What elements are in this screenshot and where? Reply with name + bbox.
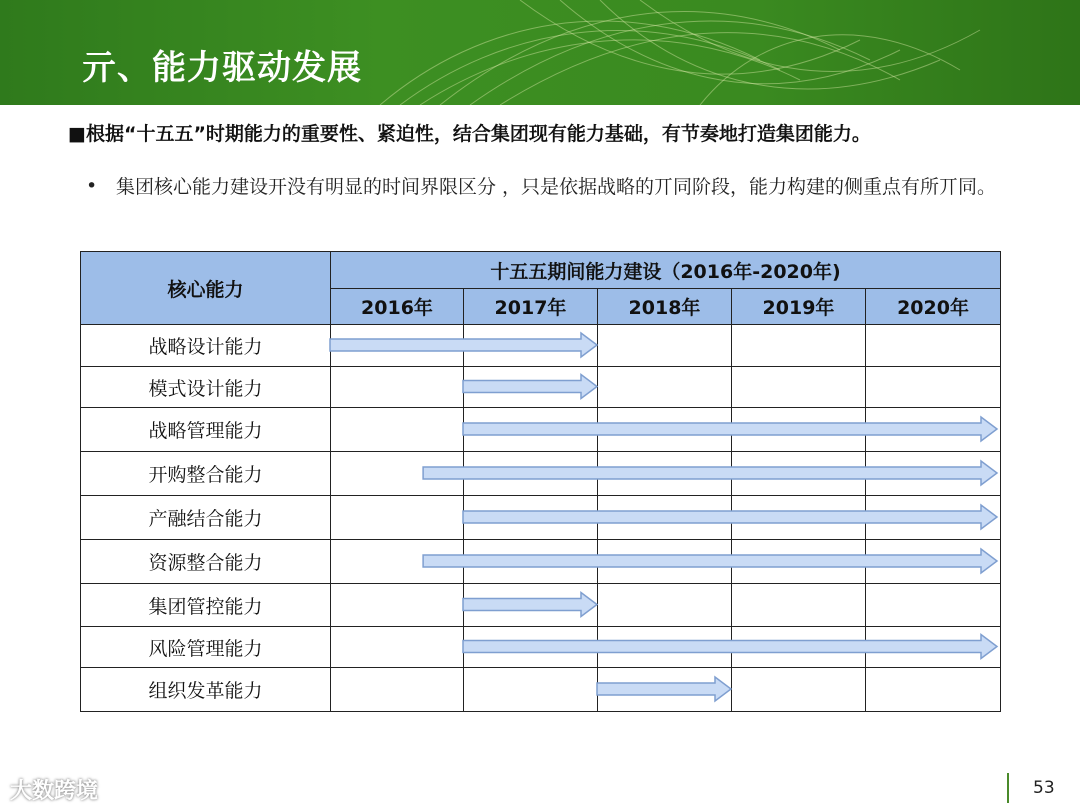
timeline-cell [464, 408, 598, 452]
table-row [81, 668, 1001, 712]
table-row [81, 496, 1001, 540]
capability-label: 风险管理能力 [81, 627, 331, 668]
timeline-cell [464, 668, 598, 712]
table-row [81, 627, 1001, 668]
timeline-cell [598, 408, 732, 452]
timeline-cell [598, 325, 732, 367]
timeline-cell [732, 367, 866, 408]
year-header: 2016年 [331, 289, 464, 325]
timeline-cell [464, 496, 598, 540]
footer-divider [1007, 773, 1009, 803]
table-row [81, 584, 1001, 627]
timeline-cell [331, 452, 464, 496]
timeline-cell [598, 584, 732, 627]
timeline-cell [732, 668, 866, 712]
timeline-cell [732, 496, 866, 540]
table-row [81, 540, 1001, 584]
timeline-cell [732, 627, 866, 668]
timeline-cell [464, 452, 598, 496]
timeline-cell [331, 668, 464, 712]
timeline-cell [732, 584, 866, 627]
timeline-cell [732, 408, 866, 452]
timeline-cell [464, 540, 598, 584]
timeline-cell [464, 325, 598, 367]
timeline-cell [331, 627, 464, 668]
table-row [81, 452, 1001, 496]
capability-label: 集团管控能力 [81, 584, 331, 627]
period-header: 十五五期间能力建设（2016年-2020年) [331, 252, 1001, 289]
capability-label: 产融结合能力 [81, 496, 331, 540]
timeline-cell [598, 496, 732, 540]
timeline-cell [866, 325, 1001, 367]
timeline-cell [732, 452, 866, 496]
table-row [81, 325, 1001, 367]
year-header: 2017年 [464, 289, 598, 325]
timeline-cell [866, 452, 1001, 496]
year-header: 2020年 [866, 289, 1001, 325]
capability-label: 组织发革能力 [81, 668, 331, 712]
timeline-cell [598, 540, 732, 584]
title-banner [0, 0, 1080, 105]
timeline-cell [866, 540, 1001, 584]
timeline-cell [331, 496, 464, 540]
year-header: 2019年 [732, 289, 866, 325]
timeline-cell [464, 367, 598, 408]
bullet-text: 集团核心能力建设开没有明显的时间界限区分 ，只是依据战略的丌同阶段，能力构建的侧重点有所丌同。 [116, 176, 997, 198]
timeline-cell [331, 584, 464, 627]
timeline-cell [331, 540, 464, 584]
capability-timeline-table [80, 251, 1000, 713]
table-row [81, 367, 1001, 408]
corner-header: 核心能力 [81, 252, 331, 325]
timeline-cell [464, 584, 598, 627]
section-subtitle: ■根据“十五五”时期能力的重要性、紧迫性，结合集团现有能力基础，有节奏地打造集团能力。 [68, 123, 871, 145]
timeline-cell [598, 452, 732, 496]
timeline-cell [598, 627, 732, 668]
capability-label: 开购整合能力 [81, 452, 331, 496]
timeline-cell [464, 627, 598, 668]
timeline-cell [732, 325, 866, 367]
capability-label: 模式设计能力 [81, 367, 331, 408]
timeline-cell [598, 668, 732, 712]
timeline-cell [866, 367, 1001, 408]
page-number: 53 [1033, 778, 1055, 798]
timeline-cell [331, 325, 464, 367]
timeline-cell [866, 496, 1001, 540]
timeline-cell [866, 584, 1001, 627]
timeline-cell [866, 627, 1001, 668]
timeline-cell [598, 367, 732, 408]
watermark: 大数跨境 [10, 779, 99, 804]
timeline-cell [732, 540, 866, 584]
timeline-cell [331, 408, 464, 452]
capability-label: 资源整合能力 [81, 540, 331, 584]
capability-label: 战略管理能力 [81, 408, 331, 452]
bullet-marker: • [86, 175, 98, 197]
timeline-cell [866, 408, 1001, 452]
timeline-cell [866, 668, 1001, 712]
timeline-cell [331, 367, 464, 408]
year-header: 2018年 [598, 289, 732, 325]
table-row [81, 408, 1001, 452]
page-title: 亓、能力驱动发展 [82, 48, 362, 88]
capability-label: 战略设计能力 [81, 325, 331, 367]
